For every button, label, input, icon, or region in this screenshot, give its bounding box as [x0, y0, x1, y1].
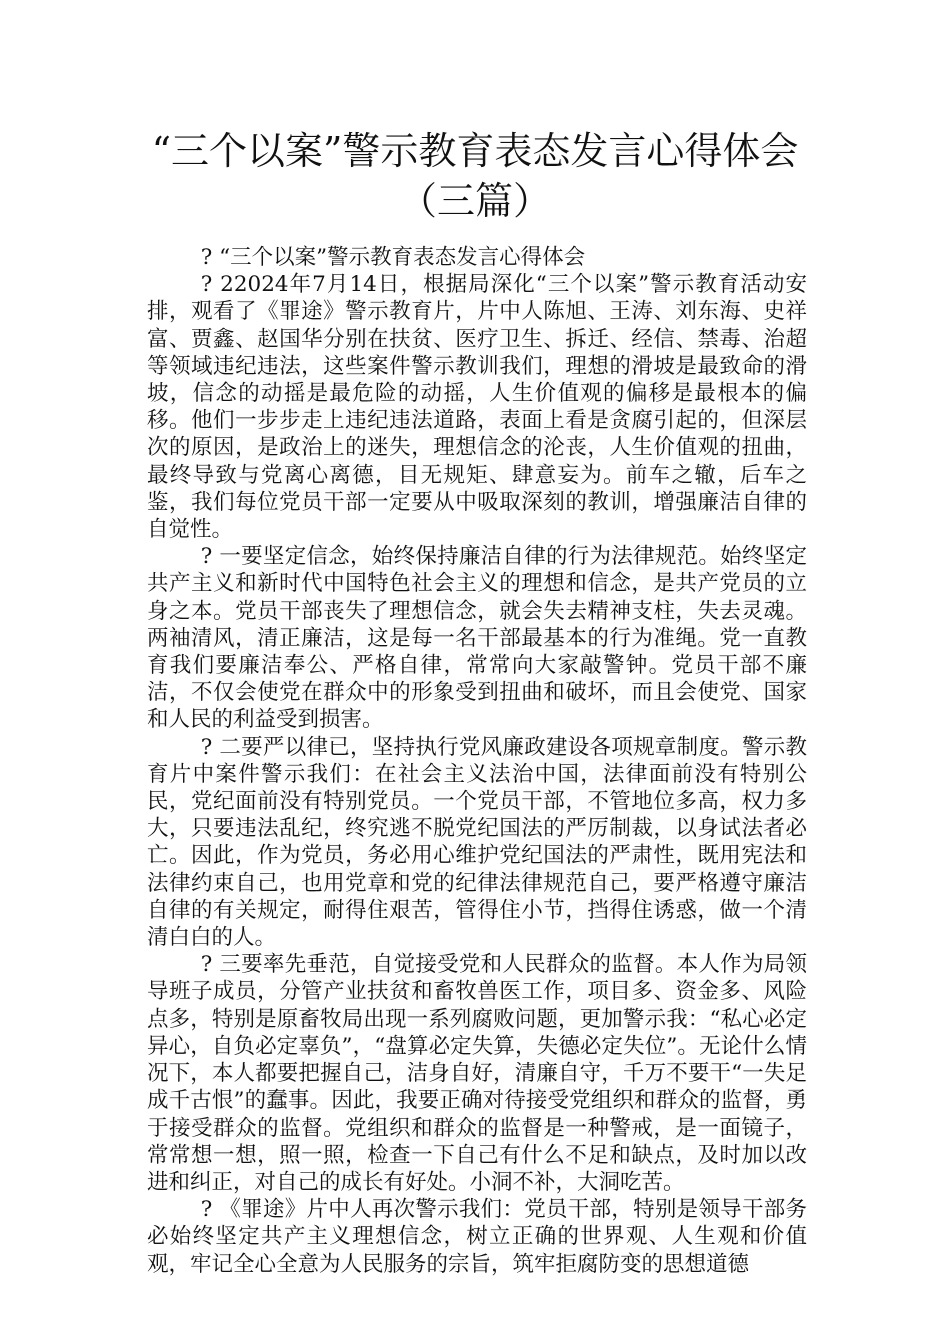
paragraph-heading: ? “三个以案”警示教育表态发言心得体会: [200, 245, 586, 270]
paragraph-intro: ? 22024年7月14日，根据局深化“三个以案”警示教育活动安排，观看了《罪途》警示教育片，片中人陈旭、王涛、刘东海、史祥富、贾鑫、赵国华分别在扶贫、医疗卫生、拆迁、经信、禁毒、治超等领域违纪违法，这些案件警示教训我们，理想的滑坡是最致命的滑坡，信念的动摇是最危险的动摇，人生价值观的偏移是最根本的偏移。他们一步步走上违纪违法道路，表面上看是贪腐引起的，但深层次的原因，是政治上的迷失，理想信念的沦丧，人生价值观的扭曲，最终导致与党离心离德，目无规矩、肆意妄为。前车之辙，后车之鉴，我们每位党员干部一定要从中吸取深刻的教训，增强廉洁自律的自觉性。: [147, 272, 807, 543]
paragraph-point-2: ? 二要严以律已，坚持执行党风廉政建设各项规章制度。警示教育片中案件警示我们：在社会主义法治中国，法律面前没有特别公民，党纪面前没有特别党员。一个党员干部，不管地位多高，权力多大，只要违法乱纪，终究逃不脱党纪国法的严厉制裁，以身试法者必亡。因此，作为党员，务必用心维护党纪国法的严肃性，既用宪法和法律约束自己，也用党章和党的纪律法律规范自己，要严格遵守廉洁自律的有关规定，耐得住艰苦，管得住小节，挡得住诱惑，做一个清清白白的人。: [147, 734, 807, 951]
paragraph-point-3: ? 三要率先垂范，自觉接受党和人民群众的监督。本人作为局领导班子成员，分管产业扶贫和畜牧兽医工作，项目多、资金多、风险点多，特别是原畜牧局出现一系列腐败问题，更加警示我：“私心必定异心，自负必定辜负”，“盘算必定失算，失德必定失位”。无论什么情况下，本人都要把握自己，洁身自好，清廉自守，千万不要干“一失足成千古恨”的蠢事。因此，我要正确对待接受党组织和群众的监督，勇于接受群众的监督。党组织和群众的监督是一种警戒，是一面镜子，常常想一想，照一照，检查一下自己有什么不足和缺点，及时加以改进和纠正，对自己的成长有好处。小洞不补，大洞吃苦。: [147, 952, 807, 1195]
paragraph-conclusion: ? 《罪途》片中人再次警示我们：党员干部，特别是领导干部务必始终坚定共产主义理想信念，树立正确的世界观、人生观和价值观，牢记全心全意为人民服务的宗旨，筑牢拒腐防变的思想道德: [147, 1197, 807, 1277]
paragraph-point-1: ? 一要坚定信念，始终保持廉洁自律的行为法律规范。始终坚定共产主义和新时代中国特色社会主义的理想和信念，是共产党员的立身之本。党员干部丧失了理想信念，就会失去精神支柱，失去灵魂。两袖清风，清正廉洁，这是每一名干部最基本的行为准绳。党一直教育我们要廉洁奉公、严格自律，常常向大家敲警钟。党员干部不廉洁，不仅会使党在群众中的形象受到扭曲和破坏，而且会使党、国家和人民的利益受到损害。: [147, 544, 807, 733]
document-title-line-2: （三篇）: [398, 179, 551, 223]
document-body: [147, 244, 807, 1278]
document-title-line-1: “三个以案”警示教育表态发言心得体会: [151, 129, 799, 173]
